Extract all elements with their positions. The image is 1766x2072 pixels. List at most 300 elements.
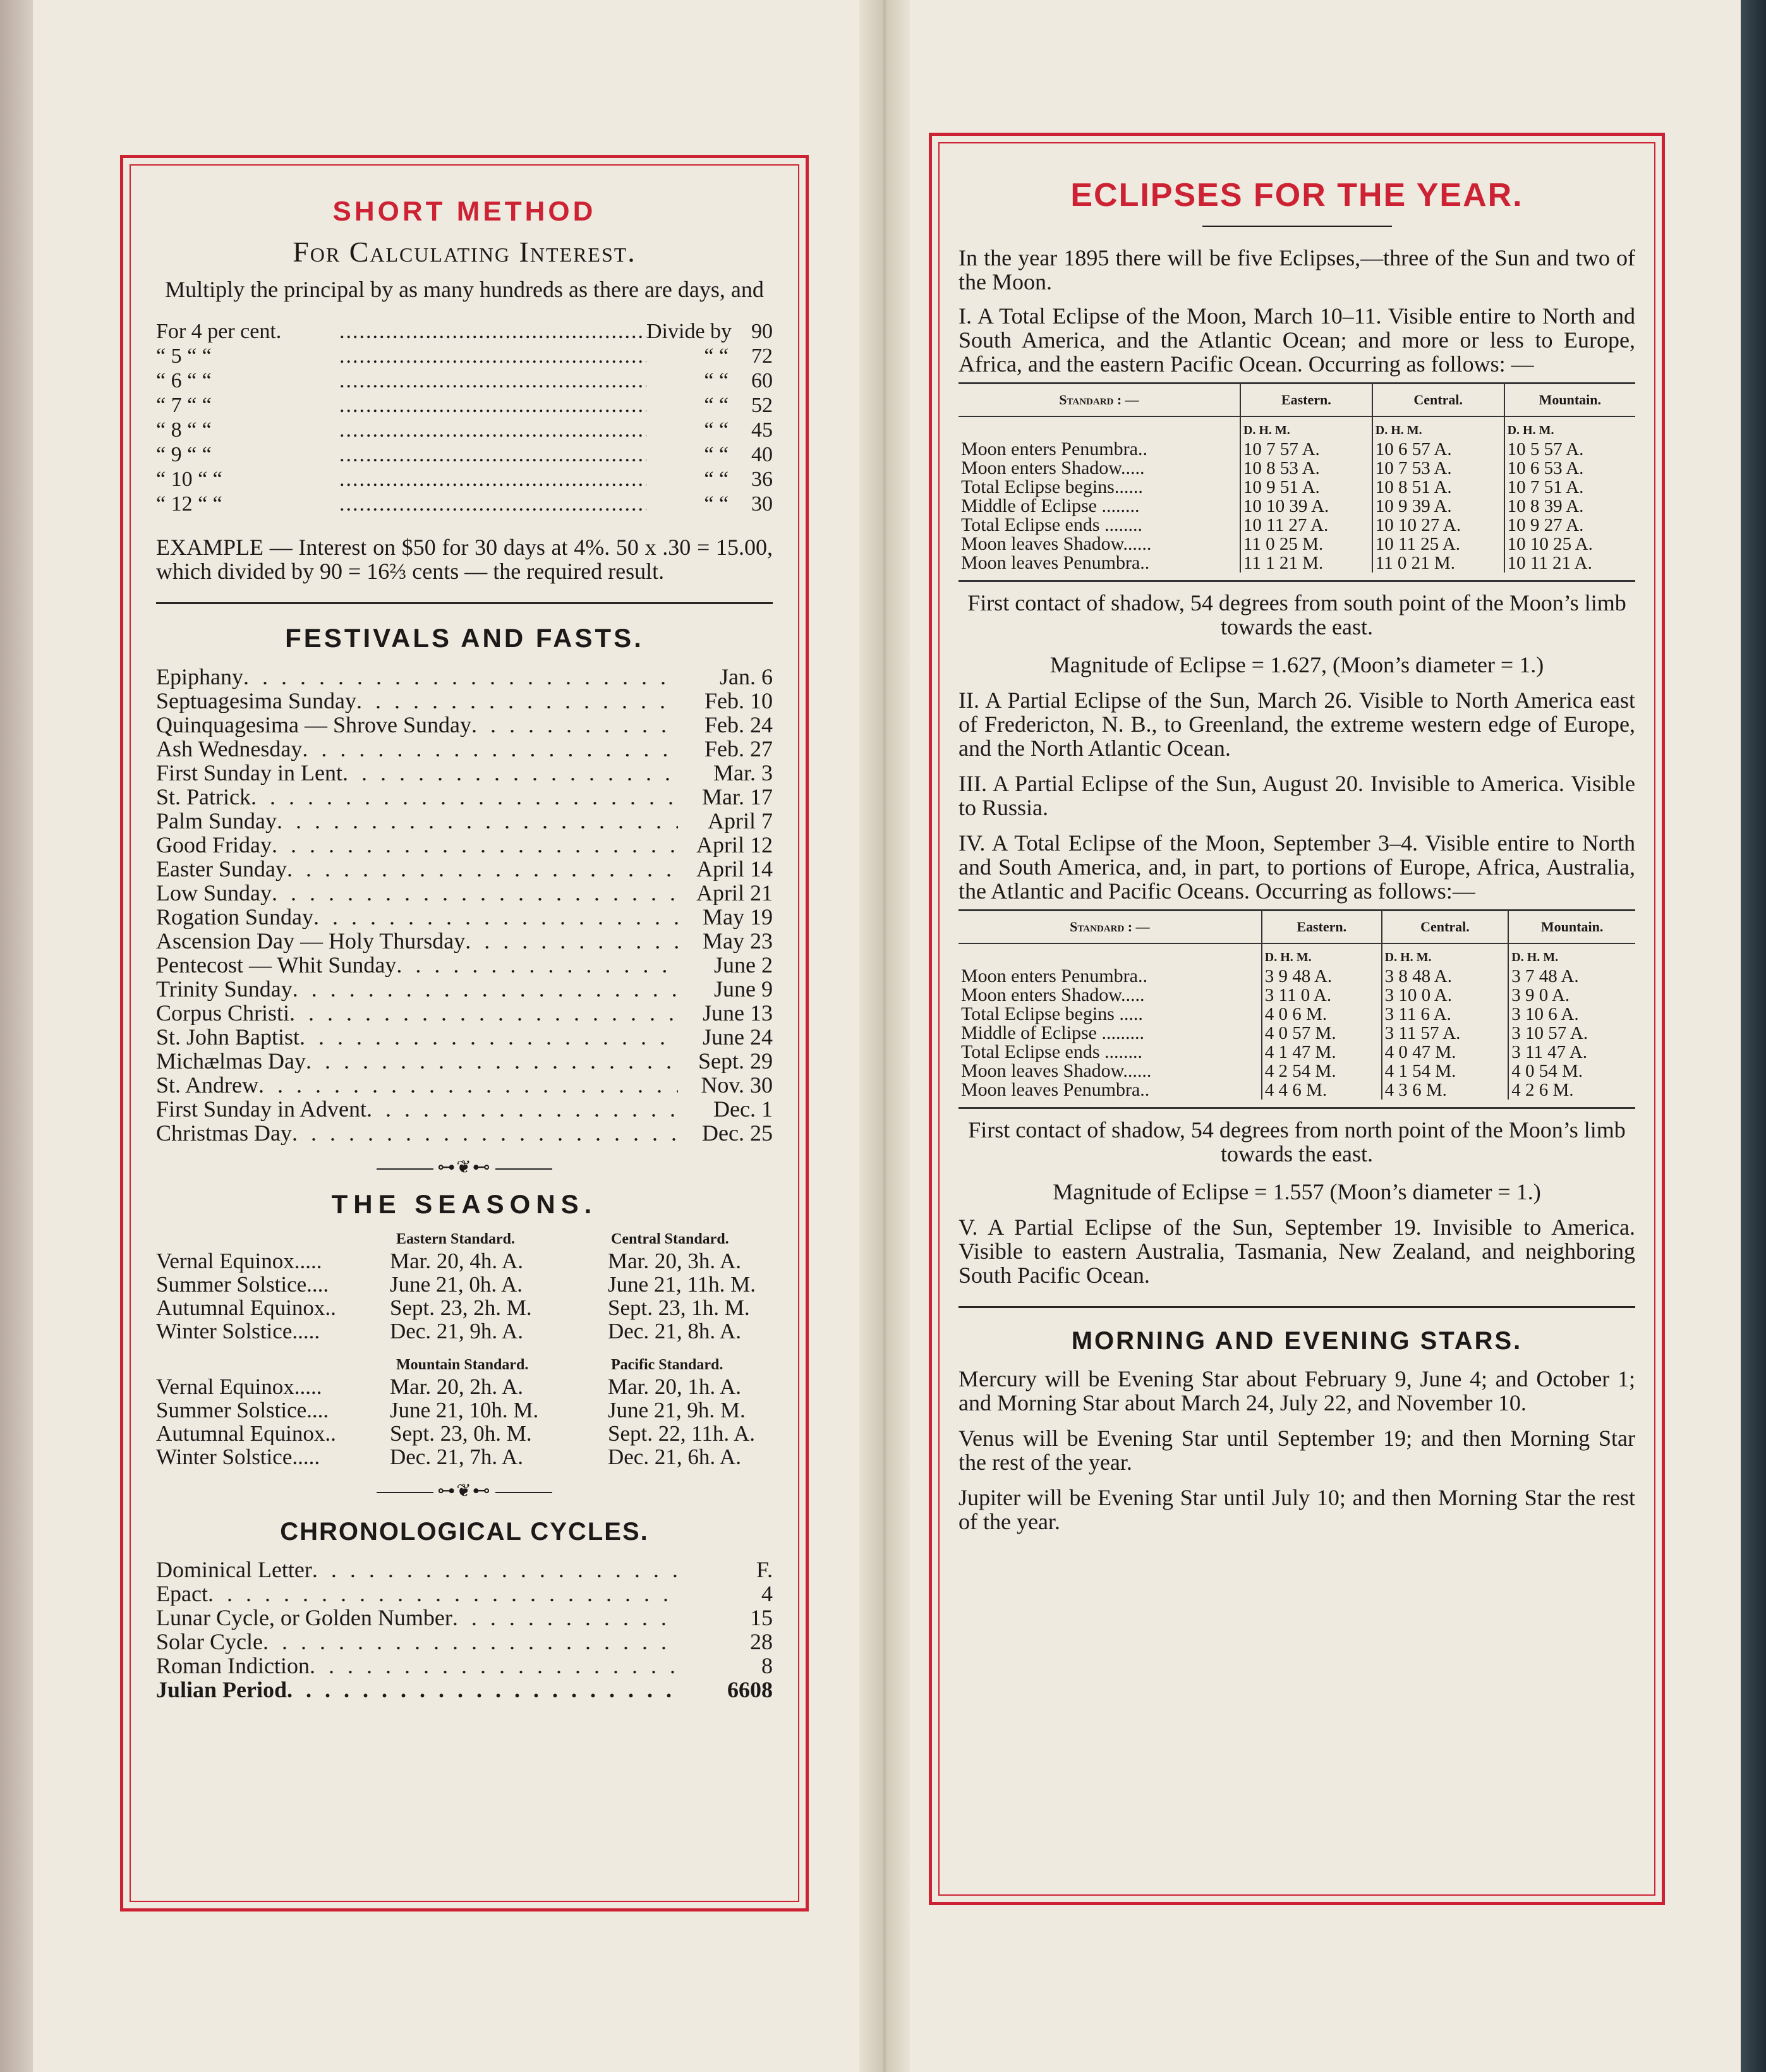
interest-divide: “ “ bbox=[704, 369, 729, 392]
eclipse-time-central: 3 10 0 A. bbox=[1382, 986, 1509, 1005]
festival-date: May 19 bbox=[703, 905, 773, 929]
eclipse-event: Moon leaves Shadow...... bbox=[961, 1060, 1152, 1081]
cycle-row bbox=[156, 1654, 773, 1678]
interest-divide: “ “ bbox=[704, 443, 729, 466]
dot-leader bbox=[302, 737, 678, 761]
eclipse-row bbox=[959, 535, 1635, 554]
dot-leader bbox=[465, 929, 678, 953]
interest-row bbox=[156, 442, 773, 467]
season-head-pacific: Pacific Standard. bbox=[611, 1357, 723, 1373]
right-frame bbox=[929, 133, 1665, 1905]
divider bbox=[959, 1306, 1635, 1308]
dot-leader bbox=[310, 1654, 678, 1678]
season-head-central: Central Standard. bbox=[611, 1231, 729, 1247]
festival-date: Dec. 1 bbox=[713, 1097, 773, 1121]
festival-name: Quinquagesima — Shrove Sunday bbox=[156, 713, 471, 737]
interest-row bbox=[156, 319, 773, 344]
eclipse-time-mountain: 10 11 21 A. bbox=[1504, 554, 1635, 573]
cycle-name: Epact bbox=[156, 1582, 208, 1606]
dot-leader bbox=[339, 319, 646, 344]
season-head-eastern: Eastern Standard. bbox=[396, 1231, 516, 1247]
season-time: June 21, 9h. M. bbox=[608, 1398, 746, 1422]
eclipse-row bbox=[959, 1081, 1635, 1100]
eclipse-time-mountain: 4 0 54 M. bbox=[1508, 1062, 1635, 1081]
festival-name: Ash Wednesday bbox=[156, 737, 303, 761]
festival-name: St. Patrick bbox=[156, 785, 251, 809]
eclipse-time-mountain: 10 5 57 A. bbox=[1504, 440, 1635, 459]
table-head-central: Central. bbox=[1382, 911, 1509, 944]
season-row bbox=[156, 1375, 773, 1398]
cycle-name: Solar Cycle bbox=[156, 1630, 263, 1654]
eclipse-time-eastern: 4 4 6 M. bbox=[1262, 1081, 1382, 1100]
eclipse-event: Total Eclipse ends ........ bbox=[961, 514, 1143, 535]
dot-leader bbox=[312, 1558, 678, 1582]
dot-leader bbox=[272, 881, 678, 905]
festival-row bbox=[156, 761, 773, 785]
ornament-divider: ⊶❦⊷ bbox=[156, 1156, 773, 1178]
season-name: Summer Solstice.... bbox=[156, 1273, 329, 1296]
eclipse-4-contact: First contact of shadow, 54 degrees from north point of the Moon’s limb towards the east. bbox=[968, 1117, 1626, 1166]
eclipse-time-mountain: 10 10 25 A. bbox=[1504, 535, 1635, 554]
cycle-row bbox=[156, 1678, 773, 1702]
festival-date: April 21 bbox=[696, 881, 773, 905]
season-time: Sept. 23, 1h. M. bbox=[608, 1295, 750, 1320]
table-units: D. H. M. bbox=[1372, 416, 1504, 440]
stars-title: MORNING AND EVENING STARS. bbox=[1071, 1327, 1523, 1355]
festival-row bbox=[156, 1121, 773, 1145]
festivals-list bbox=[156, 665, 773, 1145]
festival-date: June 9 bbox=[714, 977, 773, 1001]
eclipse-time-eastern: 4 0 57 M. bbox=[1262, 1024, 1382, 1043]
interest-divisor: 60 bbox=[751, 369, 773, 392]
eclipse-time-mountain: 10 8 39 A. bbox=[1504, 497, 1635, 516]
interest-row bbox=[156, 344, 773, 368]
festivals-title: FESTIVALS AND FASTS. bbox=[285, 623, 644, 653]
festival-date: Nov. 30 bbox=[701, 1073, 773, 1097]
eclipse-time-eastern: 4 2 54 M. bbox=[1262, 1062, 1382, 1081]
table-units: D. H. M. bbox=[1382, 943, 1509, 967]
season-head-mountain: Mountain Standard. bbox=[396, 1357, 529, 1373]
eclipse-time-mountain: 3 11 47 A. bbox=[1508, 1043, 1635, 1062]
eclipse-event: Moon leaves Shadow...... bbox=[961, 533, 1152, 554]
eclipse-2-text: II. A Partial Eclipse of the Sun, March 26. Visible to North America east of Fredericton, N. B., to Greenland, the extreme western edge of Europe, and the North Atlantic Ocean. bbox=[959, 688, 1635, 761]
eclipse-event: Middle of Eclipse ......... bbox=[961, 1022, 1144, 1043]
festival-date: April 12 bbox=[696, 833, 773, 857]
eclipse-row bbox=[959, 986, 1635, 1005]
interest-row bbox=[156, 418, 773, 442]
eclipse-event: Middle of Eclipse ........ bbox=[961, 495, 1140, 516]
interest-divisor: 72 bbox=[751, 344, 773, 368]
festival-name: Palm Sunday bbox=[156, 809, 277, 833]
festival-row bbox=[156, 881, 773, 905]
interest-divide: Divide by bbox=[646, 320, 732, 343]
season-time: Sept. 22, 11h. A. bbox=[608, 1421, 756, 1446]
eclipse-time-eastern: 3 11 0 A. bbox=[1262, 986, 1382, 1005]
table-units: D. H. M. bbox=[1508, 943, 1635, 967]
eclipse-time-central: 10 11 25 A. bbox=[1372, 535, 1504, 554]
interest-row bbox=[156, 492, 773, 516]
festival-row bbox=[156, 953, 773, 977]
eclipse-time-central: 4 1 54 M. bbox=[1382, 1062, 1509, 1081]
festival-name: St. John Baptist bbox=[156, 1025, 300, 1049]
dot-leader bbox=[289, 1001, 678, 1025]
festival-name: Corpus Christi bbox=[156, 1001, 290, 1025]
festival-row bbox=[156, 737, 773, 761]
festival-row bbox=[156, 905, 773, 929]
interest-divide: “ “ bbox=[704, 344, 729, 368]
dot-leader bbox=[339, 467, 646, 492]
left-frame bbox=[120, 155, 809, 1911]
dot-leader bbox=[263, 1630, 678, 1654]
festival-name: Epiphany bbox=[156, 665, 243, 689]
eclipse-time-eastern: 10 11 27 A. bbox=[1240, 516, 1372, 535]
interest-rate: “ 7 “ “ bbox=[156, 394, 212, 417]
season-time: Mar. 20, 4h. A. bbox=[390, 1249, 523, 1273]
eclipse-row bbox=[959, 1043, 1635, 1062]
eclipse-time-mountain: 10 9 27 A. bbox=[1504, 516, 1635, 535]
table-head-mountain: Mountain. bbox=[1508, 911, 1635, 944]
cycle-name: Lunar Cycle, or Golden Number bbox=[156, 1606, 452, 1630]
interest-divisor: 90 bbox=[751, 320, 773, 343]
dot-leader bbox=[339, 344, 646, 368]
dot-leader bbox=[287, 857, 678, 881]
dot-leader bbox=[251, 785, 678, 809]
festival-row bbox=[156, 1049, 773, 1073]
interest-subtitle: For Calculating Interest. bbox=[293, 236, 636, 268]
season-time: Dec. 21, 8h. A. bbox=[608, 1319, 741, 1343]
festival-name: Septuagesima Sunday bbox=[156, 689, 356, 713]
example-head: EXAMPLE — Interest bbox=[156, 535, 367, 560]
festival-date: Jan. 6 bbox=[720, 665, 773, 689]
festival-row bbox=[156, 1001, 773, 1025]
festival-name: Ascension Day — Holy Thursday bbox=[156, 929, 466, 953]
dot-leader bbox=[396, 953, 678, 977]
cycle-value: 4 bbox=[761, 1582, 773, 1606]
eclipse-row bbox=[959, 1062, 1635, 1081]
eclipse-row bbox=[959, 1024, 1635, 1043]
eclipse-time-mountain: 3 9 0 A. bbox=[1508, 986, 1635, 1005]
eclipse-event: Moon enters Penumbra.. bbox=[961, 966, 1147, 986]
festival-date: May 23 bbox=[703, 929, 773, 953]
season-name: Vernal Equinox..... bbox=[156, 1249, 322, 1273]
dot-leader bbox=[339, 418, 646, 442]
seasons-title: THE SEASONS. bbox=[331, 1189, 598, 1219]
eclipse-time-central: 4 3 6 M. bbox=[1382, 1081, 1509, 1100]
season-row bbox=[156, 1422, 773, 1445]
interest-divide: “ “ bbox=[704, 418, 729, 442]
festival-name: Low Sunday bbox=[156, 881, 272, 905]
cycle-value: 15 bbox=[750, 1606, 773, 1630]
dot-leader bbox=[208, 1582, 678, 1606]
interest-rate: “ 8 “ “ bbox=[156, 418, 212, 442]
season-time: Sept. 23, 2h. M. bbox=[390, 1295, 532, 1320]
divider bbox=[156, 602, 773, 604]
season-name: Vernal Equinox..... bbox=[156, 1375, 322, 1398]
cycles-list bbox=[156, 1558, 773, 1702]
season-row bbox=[156, 1398, 773, 1422]
seasons-table-1 bbox=[156, 1249, 773, 1343]
eclipse-time-eastern: 11 0 25 M. bbox=[1240, 535, 1372, 554]
interest-rate: “ 9 “ “ bbox=[156, 443, 212, 466]
dot-leader bbox=[258, 1073, 678, 1097]
table-head-central: Central. bbox=[1372, 384, 1504, 417]
dot-leader bbox=[293, 977, 678, 1001]
jupiter-text: Jupiter will be Evening Star until July 10; and then Morning Star the rest of the year. bbox=[959, 1485, 1635, 1534]
festival-date: Sept. 29 bbox=[698, 1049, 773, 1073]
dot-leader bbox=[339, 492, 646, 516]
festival-row bbox=[156, 665, 773, 689]
interest-rate: For 4 per cent. bbox=[156, 320, 282, 343]
festival-date: June 2 bbox=[714, 953, 773, 977]
eclipse-row bbox=[959, 478, 1635, 497]
table-units: D. H. M. bbox=[1240, 416, 1372, 440]
eclipse-time-central: 10 9 39 A. bbox=[1372, 497, 1504, 516]
eclipse-time-central: 3 11 6 A. bbox=[1382, 1005, 1509, 1024]
eclipse-time-eastern: 11 1 21 M. bbox=[1240, 554, 1372, 573]
season-name: Winter Solstice..... bbox=[156, 1445, 320, 1469]
dot-leader bbox=[471, 713, 678, 737]
dot-leader bbox=[339, 368, 646, 393]
eclipse-event: Moon leaves Penumbra.. bbox=[961, 1079, 1150, 1100]
festival-row bbox=[156, 713, 773, 737]
eclipse-row bbox=[959, 440, 1635, 459]
festival-row bbox=[156, 857, 773, 881]
dot-leader bbox=[243, 665, 678, 689]
festival-date: Dec. 25 bbox=[702, 1121, 773, 1145]
eclipse-time-central: 3 11 57 A. bbox=[1382, 1024, 1509, 1043]
eclipse-event: Moon enters Shadow..... bbox=[961, 457, 1145, 478]
seasons-head-2 bbox=[156, 1357, 773, 1374]
season-row bbox=[156, 1273, 773, 1296]
eclipse-time-eastern: 4 0 6 M. bbox=[1262, 1005, 1382, 1024]
eclipse-time-central: 10 8 51 A. bbox=[1372, 478, 1504, 497]
cycle-value: 28 bbox=[750, 1630, 773, 1654]
dot-leader bbox=[277, 809, 678, 833]
season-time: Mar. 20, 1h. A. bbox=[608, 1374, 741, 1399]
festival-name: Pentecost — Whit Sunday bbox=[156, 953, 397, 977]
eclipse-row bbox=[959, 554, 1635, 573]
interest-divide: “ “ bbox=[704, 492, 729, 516]
season-name: Winter Solstice..... bbox=[156, 1319, 320, 1343]
eclipse-1-contact: First contact of shadow, 54 degrees from south point of the Moon’s limb towards the east. bbox=[967, 590, 1626, 639]
festival-name: Good Friday bbox=[156, 833, 272, 857]
interest-table bbox=[156, 319, 773, 516]
eclipse-time-mountain: 3 7 48 A. bbox=[1508, 967, 1635, 986]
eclipse-time-central: 11 0 21 M. bbox=[1372, 554, 1504, 573]
interest-rate: “ 6 “ “ bbox=[156, 369, 212, 392]
festival-row bbox=[156, 809, 773, 833]
festival-date: Feb. 27 bbox=[705, 737, 773, 761]
interest-divide: “ “ bbox=[704, 394, 729, 417]
interest-divisor: 40 bbox=[751, 443, 773, 466]
eclipses-title: ECLIPSES FOR THE YEAR. bbox=[1070, 177, 1523, 214]
eclipse-event: Moon enters Penumbra.. bbox=[961, 439, 1147, 459]
eclipse-1-magnitude: Magnitude of Eclipse = 1.627, (Moon’s diameter = 1.) bbox=[1049, 652, 1544, 677]
dot-leader bbox=[342, 761, 678, 785]
festival-row bbox=[156, 689, 773, 713]
festival-date: Feb. 24 bbox=[705, 713, 773, 737]
title-rule bbox=[1202, 226, 1392, 227]
eclipse-time-central: 10 10 27 A. bbox=[1372, 516, 1504, 535]
eclipse-5-text: V. A Partial Eclipse of the Sun, September 19. Invisible to America. Visible to eastern Australia, Tasmania, New Zealand, and neighboring South Pacific Ocean. bbox=[959, 1215, 1635, 1288]
festival-name: Michælmas Day bbox=[156, 1049, 306, 1073]
festival-date: Feb. 10 bbox=[705, 689, 773, 713]
festival-row bbox=[156, 1097, 773, 1121]
cycles-title: CHRONOLOGICAL CYCLES. bbox=[280, 1518, 649, 1546]
season-name: Autumnal Equinox.. bbox=[156, 1296, 336, 1319]
eclipse-row bbox=[959, 516, 1635, 535]
eclipse-3-text: III. A Partial Eclipse of the Sun, August 20. Invisible to America. Visible to Russia. bbox=[959, 771, 1635, 820]
cycle-value: 6608 bbox=[727, 1678, 773, 1702]
festival-name: First Sunday in Advent bbox=[156, 1097, 367, 1121]
interest-intro: Multiply the principal by as many hundreds as there are days, and bbox=[165, 277, 764, 302]
season-time: Dec. 21, 9h. A. bbox=[390, 1319, 523, 1343]
table-head-standard: Standard : — bbox=[959, 384, 1240, 417]
festival-date: April 14 bbox=[696, 857, 773, 881]
eclipse-row bbox=[959, 1005, 1635, 1024]
eclipse-row bbox=[959, 967, 1635, 986]
season-time: Dec. 21, 7h. A. bbox=[390, 1445, 523, 1469]
interest-divisor: 45 bbox=[751, 418, 773, 442]
eclipse-1-text: I. A Total Eclipse of the Moon, March 10–11. Visible entire to North and South America, and the Atlantic Ocean; and more or less to Europe, Africa, and the eastern Pacific Ocean. Occurring as follows: — bbox=[959, 303, 1635, 377]
season-time: June 21, 0h. A. bbox=[390, 1272, 523, 1297]
dot-leader bbox=[339, 393, 646, 418]
eclipse-row bbox=[959, 459, 1635, 478]
eclipse-event: Total Eclipse begins...... bbox=[961, 476, 1143, 497]
season-time: Mar. 20, 3h. A. bbox=[608, 1249, 741, 1273]
table-head-mountain: Mountain. bbox=[1504, 384, 1635, 417]
dot-leader bbox=[287, 1678, 678, 1702]
dot-leader bbox=[339, 442, 646, 467]
seasons-head-1 bbox=[156, 1231, 773, 1248]
festival-date: Mar. 3 bbox=[713, 761, 773, 785]
festival-name: Easter Sunday bbox=[156, 857, 287, 881]
venus-text: Venus will be Evening Star until September 19; and then Morning Star the rest of the year. bbox=[959, 1426, 1635, 1475]
cycle-row bbox=[156, 1558, 773, 1582]
festival-name: Christmas Day bbox=[156, 1121, 292, 1145]
eclipse-time-eastern: 10 10 39 A. bbox=[1240, 497, 1372, 516]
book-spine-left bbox=[0, 0, 33, 2072]
eclipses-intro: In the year 1895 there will be five Eclipses,—three of the Sun and two of the Moon. bbox=[959, 245, 1635, 294]
cycle-name: Roman Indiction bbox=[156, 1654, 310, 1678]
dot-leader bbox=[306, 1049, 678, 1073]
interest-row bbox=[156, 393, 773, 418]
cycle-value: 8 bbox=[761, 1654, 773, 1678]
eclipse-time-central: 4 0 47 M. bbox=[1382, 1043, 1509, 1062]
festival-row bbox=[156, 1073, 773, 1097]
dot-leader bbox=[356, 689, 678, 713]
dot-leader bbox=[313, 905, 678, 929]
eclipse-1-table bbox=[959, 382, 1635, 573]
dot-leader bbox=[299, 1025, 678, 1049]
season-row bbox=[156, 1319, 773, 1343]
festival-date: June 24 bbox=[703, 1025, 773, 1049]
eclipse-time-central: 3 8 48 A. bbox=[1382, 967, 1509, 986]
festival-row bbox=[156, 929, 773, 953]
eclipse-time-mountain: 10 6 53 A. bbox=[1504, 459, 1635, 478]
season-time: June 21, 11h. M. bbox=[608, 1272, 756, 1297]
interest-rate: “ 5 “ “ bbox=[156, 344, 212, 368]
dot-leader bbox=[452, 1606, 678, 1630]
table-head-eastern: Eastern. bbox=[1240, 384, 1372, 417]
eclipse-time-eastern: 10 7 57 A. bbox=[1240, 440, 1372, 459]
interest-divide: “ “ bbox=[704, 468, 729, 491]
table-head-eastern: Eastern. bbox=[1262, 911, 1382, 944]
season-row bbox=[156, 1296, 773, 1319]
eclipse-event: Total Eclipse begins ..... bbox=[961, 1003, 1143, 1024]
seasons-table-2 bbox=[156, 1375, 773, 1469]
eclipse-time-mountain: 10 7 51 A. bbox=[1504, 478, 1635, 497]
eclipse-time-eastern: 4 1 47 M. bbox=[1262, 1043, 1382, 1062]
dot-leader bbox=[366, 1097, 678, 1121]
dot-leader bbox=[272, 833, 678, 857]
festival-date: Mar. 17 bbox=[702, 785, 773, 809]
interest-divisor: 30 bbox=[751, 492, 773, 516]
example-text: on $50 for 30 days at 4%. 50 x .30 = 15.00, which divided by 90 = 16⅔ cents — the required result. bbox=[156, 535, 773, 584]
eclipse-row bbox=[959, 497, 1635, 516]
eclipse-time-eastern: 10 9 51 A. bbox=[1240, 478, 1372, 497]
interest-row bbox=[156, 368, 773, 393]
dot-leader bbox=[292, 1121, 678, 1145]
festival-date: June 13 bbox=[703, 1001, 773, 1025]
eclipse-time-central: 10 6 57 A. bbox=[1372, 440, 1504, 459]
interest-divisor: 36 bbox=[751, 468, 773, 491]
eclipse-4-table bbox=[959, 909, 1635, 1100]
festival-row bbox=[156, 833, 773, 857]
season-row bbox=[156, 1445, 773, 1469]
table-head-standard: Standard : — bbox=[959, 911, 1262, 944]
interest-rate: “ 12 “ “ bbox=[156, 492, 222, 516]
eclipse-time-eastern: 10 8 53 A. bbox=[1240, 459, 1372, 478]
festival-name: St. Andrew bbox=[156, 1073, 258, 1097]
eclipse-4-text: IV. A Total Eclipse of the Moon, September 3–4. Visible entire to North and South America, and, in part, to portions of Europe, Africa, Australia, the Atlantic and Pacific Oceans. Occurring as follows:— bbox=[959, 830, 1635, 904]
season-time: Mar. 20, 2h. A. bbox=[390, 1374, 523, 1399]
interest-divisor: 52 bbox=[751, 394, 773, 417]
eclipse-time-eastern: 3 9 48 A. bbox=[1262, 967, 1382, 986]
interest-rate: “ 10 “ “ bbox=[156, 468, 222, 491]
festival-name: First Sunday in Lent bbox=[156, 761, 342, 785]
eclipse-event: Moon leaves Penumbra.. bbox=[961, 552, 1150, 573]
cycle-row bbox=[156, 1606, 773, 1630]
eclipse-time-mountain: 4 2 6 M. bbox=[1508, 1081, 1635, 1100]
cycle-row bbox=[156, 1582, 773, 1606]
cycle-value: F. bbox=[756, 1558, 773, 1582]
cycle-name: Dominical Letter bbox=[156, 1558, 312, 1582]
season-time: June 21, 10h. M. bbox=[390, 1398, 539, 1422]
interest-example bbox=[156, 535, 773, 583]
season-row bbox=[156, 1249, 773, 1273]
festival-row bbox=[156, 977, 773, 1001]
festival-date: April 7 bbox=[708, 809, 773, 833]
table-units: D. H. M. bbox=[1504, 416, 1635, 440]
mercury-text: Mercury will be Evening Star about February 9, June 4; and October 1; and Morning Star about March 24, July 22, and November 10. bbox=[959, 1366, 1635, 1415]
interest-row bbox=[156, 467, 773, 492]
short-method-title: SHORT METHOD bbox=[332, 196, 596, 227]
book-spine-right bbox=[1741, 0, 1766, 2072]
cycle-name: Julian Period bbox=[156, 1678, 287, 1702]
festival-name: Rogation Sunday bbox=[156, 905, 313, 929]
eclipse-time-mountain: 3 10 6 A. bbox=[1508, 1005, 1635, 1024]
book-gutter bbox=[859, 0, 910, 2072]
season-time: Dec. 21, 6h. A. bbox=[608, 1445, 741, 1469]
eclipse-4-magnitude: Magnitude of Eclipse = 1.557 (Moon’s diameter = 1.) bbox=[1053, 1179, 1541, 1204]
festival-row bbox=[156, 1025, 773, 1049]
cycle-row bbox=[156, 1630, 773, 1654]
season-time: Sept. 23, 0h. M. bbox=[390, 1421, 532, 1446]
eclipse-time-central: 10 7 53 A. bbox=[1372, 459, 1504, 478]
eclipse-event: Moon enters Shadow..... bbox=[961, 985, 1145, 1005]
eclipse-time-mountain: 3 10 57 A. bbox=[1508, 1024, 1635, 1043]
